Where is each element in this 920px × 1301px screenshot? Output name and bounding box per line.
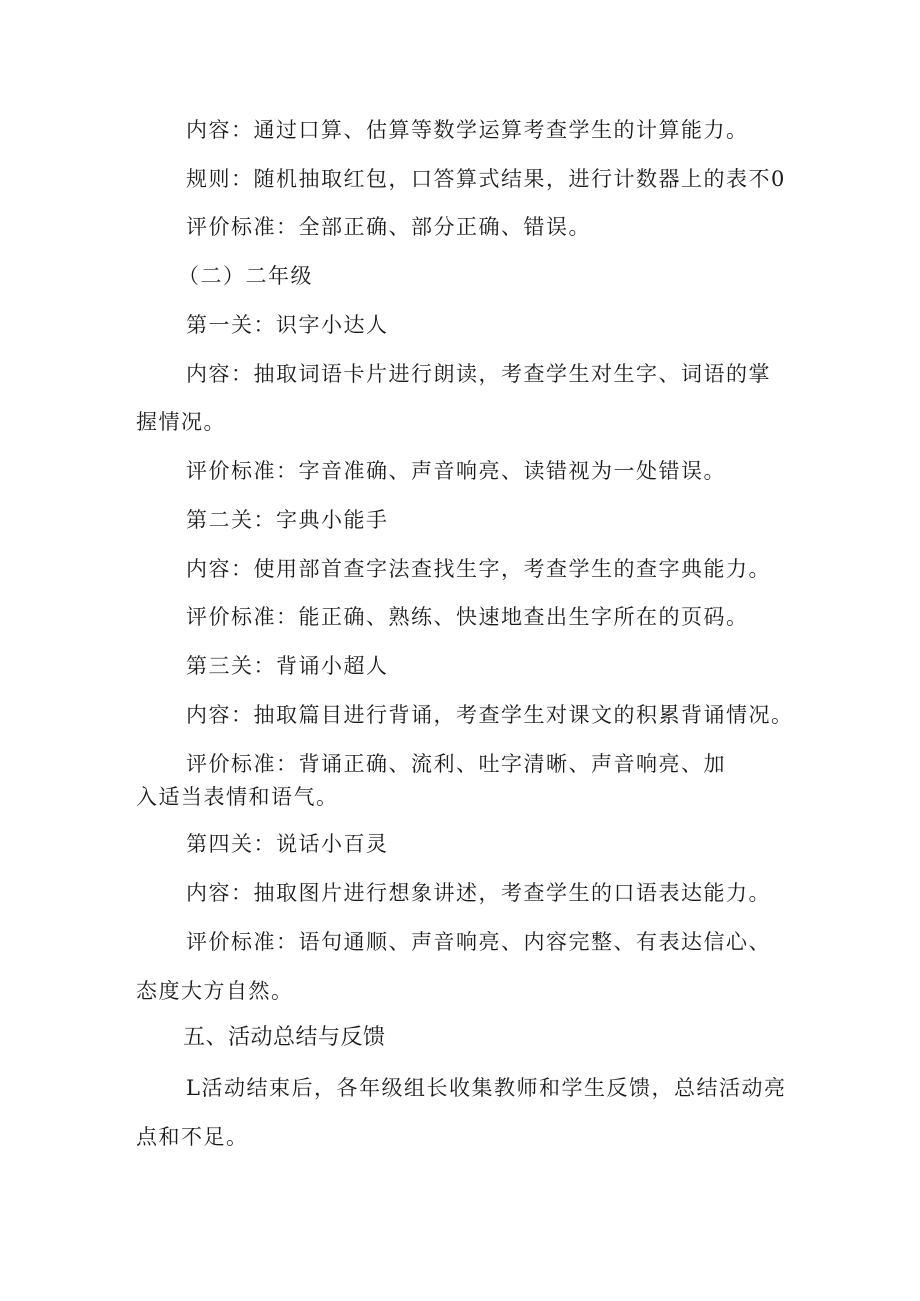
level1-content-cont: 握情况。: [136, 410, 226, 434]
summary-paragraph: L活动结束后，各年级组长收集教师和学生反馈，总结活动亮: [186, 1076, 787, 1100]
level3-criteria: 评价标准：背诵正确、流利、吐字清晰、声音响亮、加: [186, 752, 726, 776]
level3-content: 内容：抽取篇目进行背诵，考查学生对课文的积累背诵情况。: [186, 703, 794, 727]
level4-content: 内容：抽取图片进行想象讲述，考查学生的口语表达能力。: [186, 881, 771, 905]
level1-content: 内容：抽取词语卡片进行朗读，考查学生对生字、词语的掌: [186, 362, 771, 386]
level3-title: 第三关：背诵小超人: [186, 654, 389, 678]
level2-title: 第二关：字典小能手: [186, 508, 389, 532]
content-line-arithmetic: 内容：通过口算、估算等数学运算考查学生的计算能力。: [186, 118, 749, 142]
criteria-line-grade1: 评价标准：全部正确、部分正确、错误。: [186, 215, 591, 239]
level4-title: 第四关：说话小百灵: [186, 832, 389, 856]
level4-criteria-cont: 态度大方自然。: [136, 979, 294, 1003]
level2-content: 内容：使用部首查字法查找生字，考查学生的查字典能力。: [186, 557, 771, 581]
rule-line-red-envelope: 规则：随机抽取红包，口答算式结果，进行计数器上的表不0: [186, 167, 786, 191]
level1-title: 第一关：识字小达人: [186, 313, 389, 337]
level1-criteria: 评价标准：字音准确、声音响亮、读错视为一处错误。: [186, 459, 726, 483]
level3-criteria-cont: 入适当表情和语气。: [136, 785, 339, 809]
section-heading-grade2: （二）二年级: [178, 264, 313, 288]
summary-paragraph-cont: 点和不足。: [136, 1125, 249, 1149]
level4-criteria: 评价标准：语句通顺、声音响亮、内容完整、有表达信心、: [186, 930, 771, 954]
section-heading-summary: 五、活动总结与反馈: [183, 1025, 386, 1050]
level2-criteria: 评价标准：能正确、熟练、快速地查出生字所在的页码。: [186, 605, 749, 629]
